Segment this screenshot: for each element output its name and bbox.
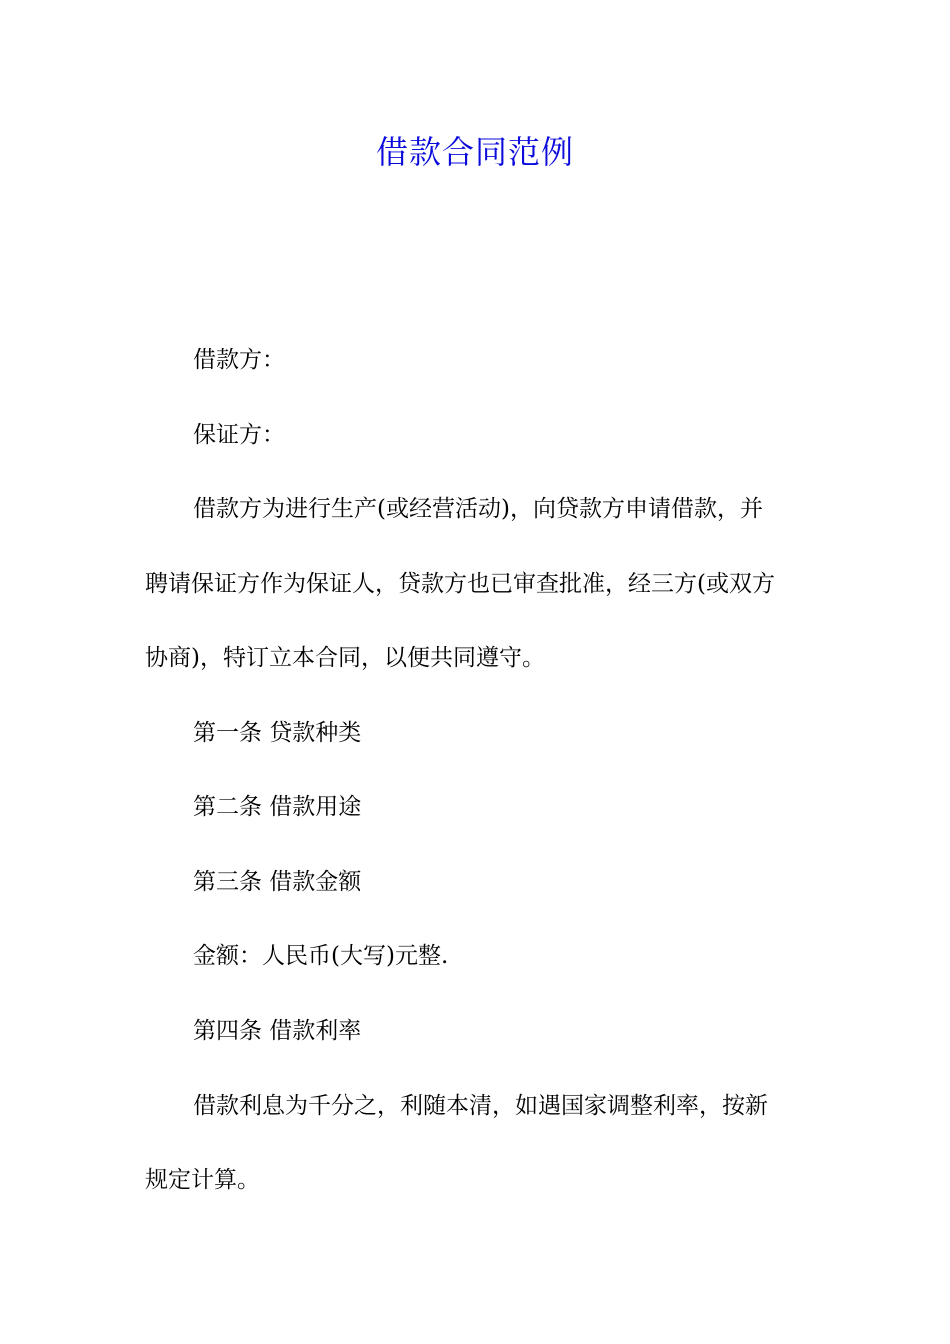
- article-4-heading: 第四条 借款利率: [193, 1018, 362, 1044]
- interest-line-1: 借款利息为千分之，利随本清，如遇国家调整利率，按新: [193, 1093, 768, 1119]
- article-1-heading: 第一条 贷款种类: [193, 720, 362, 746]
- preamble-line-2: 聘请保证方作为保证人，贷款方也已审查批准，经三方(或双方: [145, 571, 775, 597]
- article-3-heading: 第三条 借款金额: [193, 869, 362, 895]
- amount-line: 金额：人民币(大写)元整.: [193, 943, 449, 969]
- interest-line-2: 规定计算。: [145, 1167, 260, 1193]
- borrower-line: 借款方：: [193, 347, 285, 373]
- document-title: 借款合同范例: [375, 133, 574, 171]
- guarantor-line: 保证方：: [193, 422, 285, 448]
- preamble-line-1: 借款方为进行生产(或经营活动)，向贷款方申请借款，并: [193, 496, 763, 522]
- article-2-heading: 第二条 借款用途: [193, 794, 362, 820]
- preamble-line-3: 协商)，特订立本合同，以便共同遵守。: [145, 645, 545, 671]
